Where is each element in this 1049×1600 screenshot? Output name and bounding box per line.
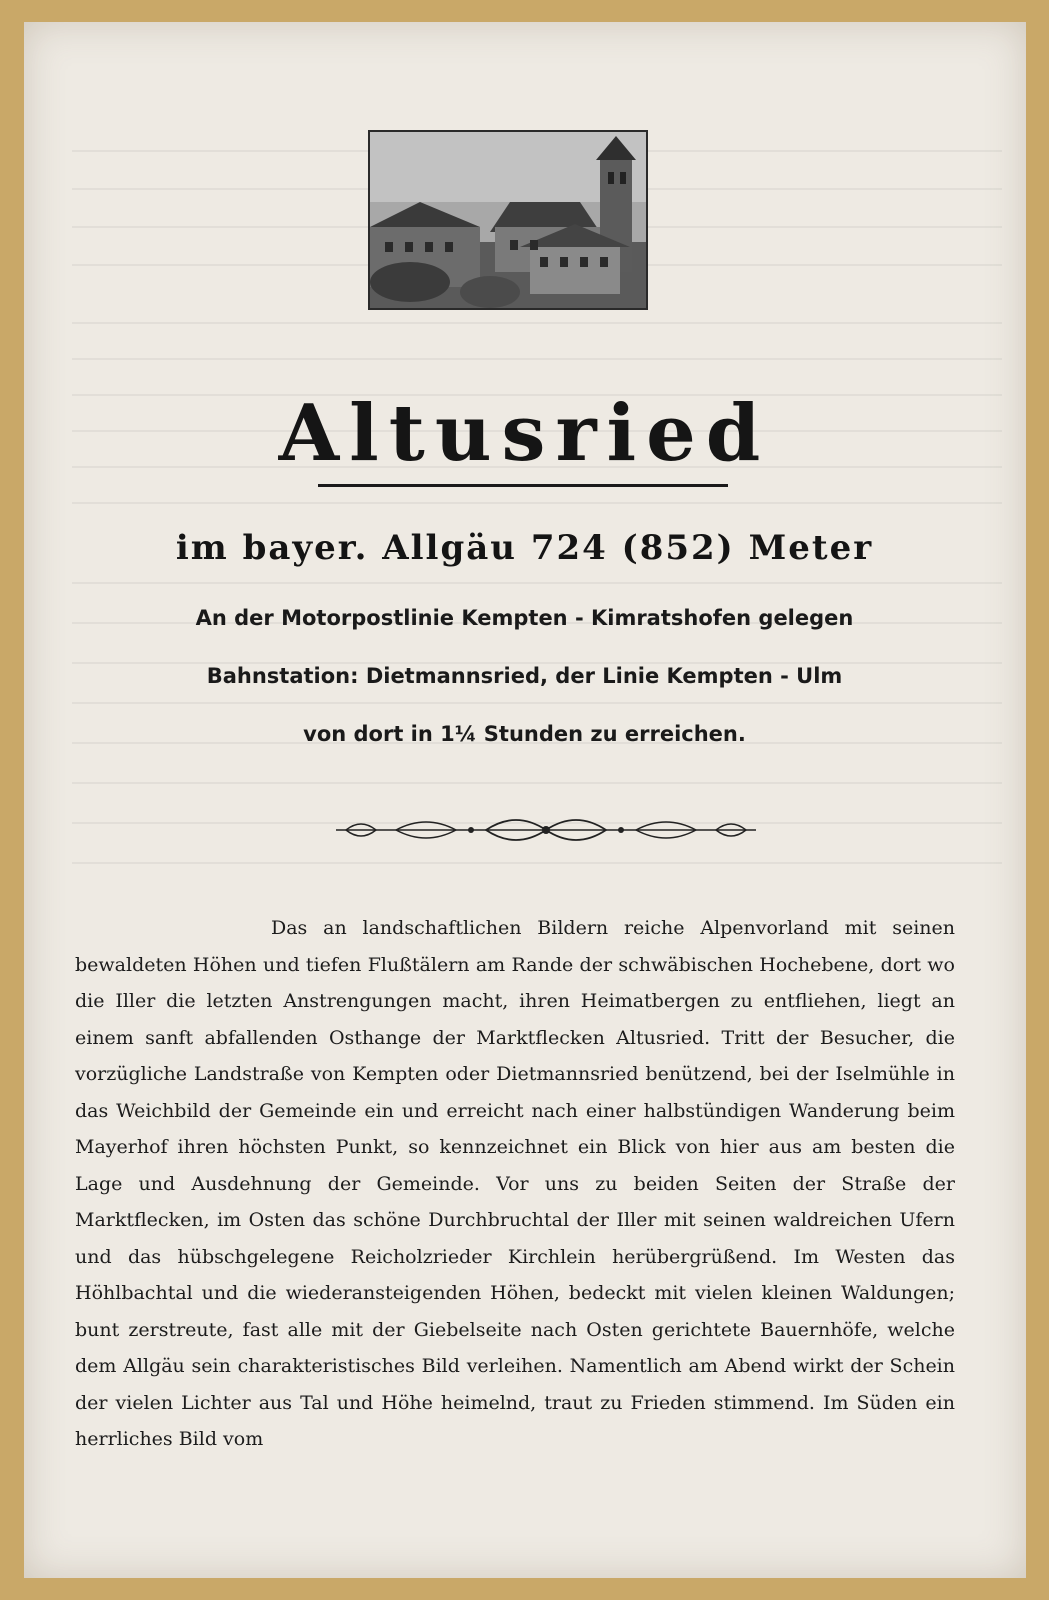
- subtitle: im bayer. Allgäu 724 (852) Meter: [175, 528, 874, 568]
- page-title: Altusried: [278, 388, 771, 479]
- town-photo: [368, 130, 648, 310]
- info-line-bahnstation: Bahnstation: Dietmannsried, der Linie Kempten - Ulm: [206, 664, 843, 688]
- body-text: [75, 910, 955, 1458]
- info-line-motorpost: An der Motorpostlinie Kempten - Kimratshofen gelegen: [195, 606, 854, 630]
- body-paragraph: Das an landschaftlichen Bildern reiche Alpenvorland mit seinen bewaldeten Höhen und tiefen Flußtälern am Rande der schwäbischen Hochebene, dort wo die Iller die letzten Anstrengungen macht, ihren Heimatbergen zu entfliehen, liegt an einem sanft abfallenden Osthange der Marktflecken Altusried. Tritt der Besucher, die vorzügliche Landstraße von Kempten oder Dietmannsried benützend, bei der Iselmühle in das Weichbild der Gemeinde ein und erreicht nach einer halbstündigen Wanderung beim Mayerhof ihren höchsten Punkt, so kennzeichnet ein Blick von hier aus am besten die Lage und Ausdehnung der Gemeinde. Vor uns zu beiden Seiten der Straße der Marktflecken, im Osten das schöne Durchbruchtal der Iller mit seinen waldreichen Ufern und das hübschgelegene Reicholzrieder Kirchlein herübergrüßend. Im Westen das Höhlbachtal und die wiederansteigenden Höhen, bedeckt mit vielen kleinen Waldungen; bunt zerstreute, fast alle mit der Giebelseite nach Osten gerichtete Bauernhöfe, welche dem Allgäu sein charakteristisches Bild verleihen. Namentlich am Abend wirkt der Schein der vielen Lichter aus Tal und Höhe heimelnd, traut zu Frieden stimmend. Im Süden ein herrliches Bild vom: [75, 917, 955, 1450]
- church-town-illustration: [370, 132, 646, 308]
- info-line-travel-time: von dort in 1¼ Stunden zu erreichen.: [303, 722, 746, 746]
- title-underline: [318, 484, 728, 487]
- ornament-divider: [336, 810, 756, 850]
